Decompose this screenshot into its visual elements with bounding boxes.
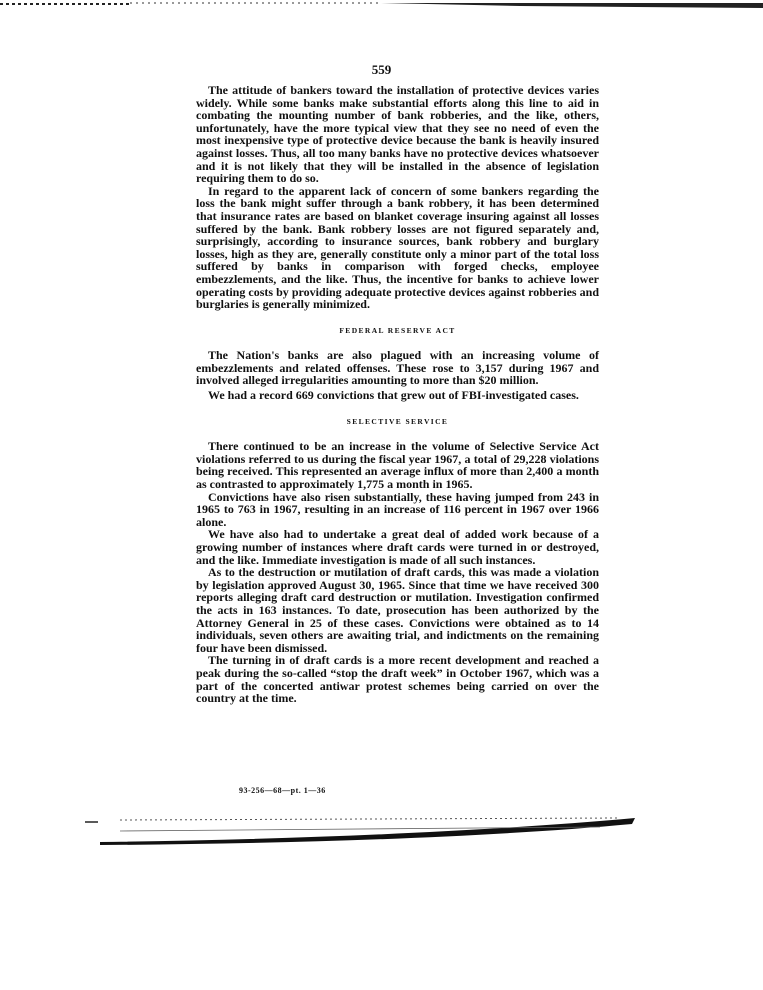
paragraph: In regard to the apparent lack of concern of some bankers regarding the loss the bank might suffer through a bank robbery, it has been determined that insurance rates are based on blanket coverage insuring against all losses suffered by the bank. Bank robbery losses are not figured separately and, surprisingly, according to insurance sources, bank robbery and burglary losses, high as they are, generally constitute only a minor part of the total loss suffered by banks in comparison with forged checks, employee embezzlements, and the like. Thus, the incentive for banks to achieve lower operating costs by providing adequate protective devices against robberies and burglaries is generally minimized.	[196, 183, 599, 312]
page-number: 559	[371, 62, 392, 77]
printer-code: 93-256—68—pt. 1—36	[239, 786, 326, 795]
section-federal-reserve-act	[196, 325, 599, 402]
paragraph: The attitude of bankers toward the installation of protective devices varies widely. While some banks make substantial efforts along this line to aid in combating the mounting number of bank robberies, and the like, others, unfortunately, have the more typical view that they see no need of even the most inexpensive type of protective device because the bank is heavily insured against losses. Thus, all too many banks have no protective devices whatsoever and it is not likely that they will be installed in the absence of legislation requiring them to do so.	[196, 83, 599, 186]
scan-edge-bottom	[80, 812, 640, 857]
paragraph: The Nation's banks are also plagued with an increasing volume of embezzlements and related offenses. These rose to 3,157 during 1967 and involved alleged irregularities amounting to more than $20 million.	[196, 348, 599, 388]
paragraph: We have also had to undertake a great deal of added work because of a growing number of instances where draft cards were turned in or destroyed, and the like. Immediate investigation is made of all such instances.	[196, 527, 599, 567]
paragraph: The turning in of draft cards is a more recent development and reached a peak during the so-called “stop the draft week” in October 1967, which was a part of the concerted antiwar protest schemes being carried on over the country at the time.	[196, 653, 599, 706]
paragraph: Convictions have also risen substantially, these having jumped from 243 in 1965 to 763 in 1967, resulting in an increase of 116 percent in 1967 over 1966 alone.	[196, 489, 599, 529]
scan-edge-top	[0, 0, 763, 10]
paragraph: As to the destruction or mutilation of draft cards, this was made a violation by legislation approved August 30, 1965. Since that time we have received 300 reports alleging draft card destruction or mutilation. Investigation confirmed the acts in 163 instances. To date, prosecution has been authorized by the Attorney General in 25 of these cases. Convictions were obtained as to 14 individuals, seven others are awaiting trial, and indictments on the remaining four have been dismissed.	[196, 565, 599, 655]
section-bank-robbery	[196, 84, 599, 311]
section-heading: FEDERAL RESERVE ACT	[339, 325, 456, 335]
paragraph: There continued to be an increase in the volume of Selective Service Act violations referred to us during the fiscal year 1967, a total of 29,228 violations being received. This represented an average influx of more than 2,400 a month as contrasted to approximately 1,775 a month in 1965.	[196, 439, 599, 492]
section-selective-service	[196, 416, 599, 705]
body-text	[196, 84, 599, 705]
section-heading: SELECTIVE SERVICE	[346, 416, 449, 426]
paragraph: We had a record 669 convictions that grew out of FBI-investigated cases.	[208, 388, 579, 403]
